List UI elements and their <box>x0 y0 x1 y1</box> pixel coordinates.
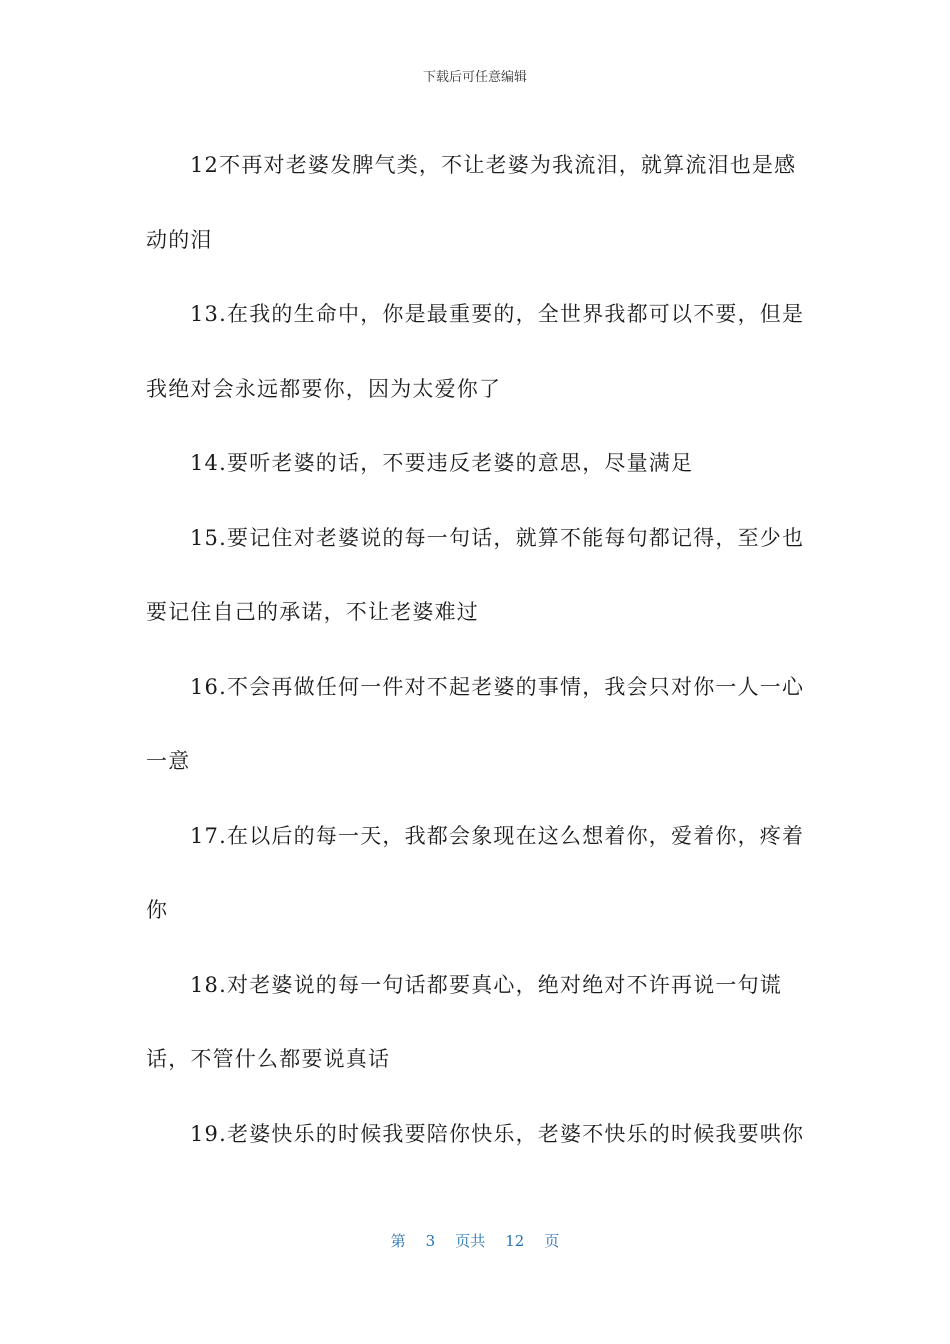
paragraph-14: 14.要听老婆的话，不要违反老婆的意思，尽量满足 <box>190 451 694 475</box>
page-footer <box>0 1230 950 1251</box>
document-body <box>146 128 810 1171</box>
paragraph-17: 17.在以后的每一天，我都会象现在这么想着你，爱着你，疼着你 <box>146 823 805 922</box>
paragraph-12: 12不再对老婆发脾气类，不让老婆为我流泪，就算流泪也是感动的泪 <box>146 153 797 252</box>
paragraph-19: 19.老婆快乐的时候我要陪你快乐，老婆不快乐的时候我要哄你 <box>190 1121 805 1146</box>
footer-middle: 页共 <box>455 1232 486 1250</box>
paragraph-13: 13.在我的生命中，你是最重要的，全世界我都可以不要，但是我绝对会永远都要你，因为太爱你了 <box>146 302 805 401</box>
paragraph-15: 15.要记住对老婆说的每一句话，就算不能每句都记得，至少也要记住自己的承诺，不让老婆难过 <box>146 525 805 624</box>
footer-prefix: 第 <box>390 1232 406 1250</box>
paragraph-18: 18.对老婆说的每一句话都要真心，绝对绝对不许再说一句谎话，不管什么都要说真话 <box>146 972 782 1071</box>
footer-suffix: 页 <box>544 1232 560 1250</box>
paragraph-16: 16.不会再做任何一件对不起老婆的事情，我会只对你一人一心一意 <box>146 674 805 773</box>
footer-total-pages: 12 <box>505 1232 525 1250</box>
page-header: 下载后可任意编辑 <box>422 70 527 85</box>
footer-current-page: 3 <box>425 1232 436 1250</box>
